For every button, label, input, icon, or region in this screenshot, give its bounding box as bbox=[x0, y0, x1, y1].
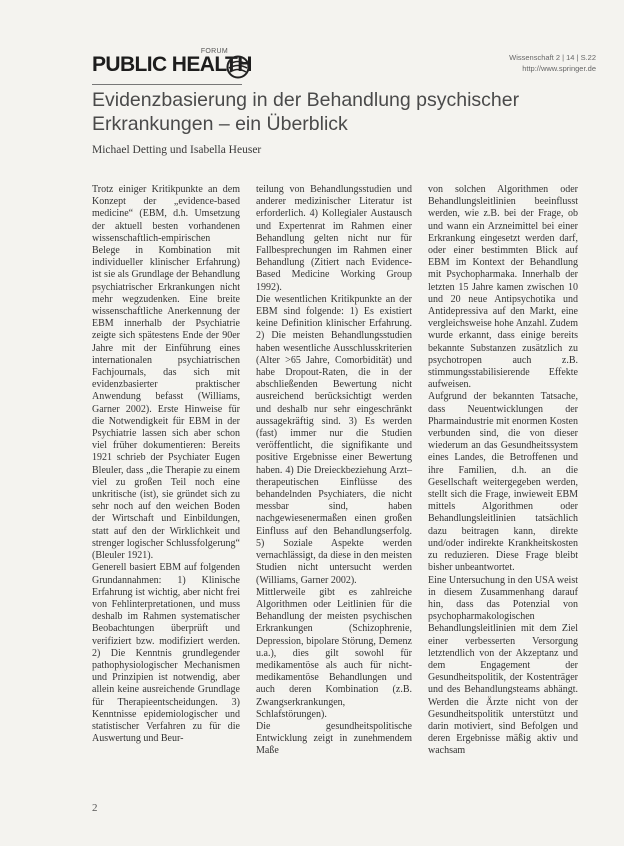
citation-reference bbox=[509, 52, 596, 74]
article-authors: Michael Detting und Isabella Heuser bbox=[92, 144, 262, 156]
text-column-3 bbox=[428, 184, 578, 758]
paragraph: Die gesundheitspolitische Entwicklung zeigt in zunehmendem Maße bbox=[256, 720, 412, 757]
paragraph: Generell basiert EBM auf folgenden Grundannahmen: 1) Klinische Erfahrung ist wichtig, aber nicht frei von Fehlinterpretationen, und muss deshalb im Rahmen systematischer Beobachtungen überprüft und verifiziert bzw. modifiziert werden. 2) Die Kenntnis grundlegender pathophysiologischer Mechanismen und Prinzipien ist notwendig, aber allein keine ausreichende Grundlage für Therapieentscheidungen. 3) Kenntnisse epidemiologischer und statistischer Verfahren zu für die Auswertung und Beur- bbox=[92, 562, 240, 745]
paragraph: teilung von Behandlungsstudien und anderer medizinischer Literatur ist erforderlich. 4) Kollegialer Austausch und Expertenrat im Rahmen einer Behandlung gelten nicht nur für Fallbesprechungen im Rahmen einer Behandlung (Zitiert nach Evidence-Based Medicine Working Group 1992). bbox=[256, 184, 412, 293]
paragraph: von solchen Algorithmen oder Behandlungsleitlinien beeinflusst werden, wie z.B. bei der Frage, ob und wann ein Arzneimittel bei einer Erkrankung eingesetzt werden darf, oder einer bestimmten Blick auf EBM im Kontext der Behandlung mit Psychopharmaka. Innerhalb der letzten 15 Jahre kamen zwischen 10 und 20 neue Antipsychotika und Antidepressiva auf den Markt, eine vergleichsweise hohe Anzahl. Zudem wurde erkannt, dass einige bereits bekannte Substanzen zusätzlich zu psychotropen auch z.B. stimmungsstabilisierende Effekte aufweisen. bbox=[428, 184, 578, 391]
text-column-1 bbox=[92, 184, 240, 745]
citation-line: Wissenschaft 2 | 14 | S.22 bbox=[509, 53, 596, 62]
masthead-rule bbox=[92, 84, 242, 85]
paragraph: Mittlerweile gibt es zahlreiche Algorithmen oder Leitlinien für die Behandlung der meisten psychischen Erkrankungen (Schizophrenie, Depression, bipolare Störung, Demenz u.a.), dies gilt sowohl für medikamentöse als auch für nicht-medikamentöse Behandlungen und auch deren Kombination (z.B. Zwangserkrankungen, Schlafstörungen). bbox=[256, 586, 412, 720]
journal-logo bbox=[92, 48, 252, 88]
doi-line: http://www.springer.de bbox=[522, 64, 596, 73]
paragraph: Trotz einiger Kritikpunkte an dem Konzept der „evidence-based medicine“ (EBM, d.h. Umsetzung der aktuell besten vorhandenen wissenschaftlich-empirischen Belege in Kombination mit individueller klinischer Erfahrung) ist sie als Grundlage der Behandlung psychiatrischer Erkrankungen nicht mehr wegzudenken. Eine breite wissenschaftliche Anerkennung der EBM innerhalb der Psychiatrie zeigte sich spätestens Ende der 90er Jahre mit der Einführung eines internationalen psychiatrischen Fachjournals, das sich mit evidenzbasierter praktischer Anwendung befasst (Williams, Garner 2002). Erste Hinweise für die Notwendigkeit für EBM in der Psychiatrie lassen sich aber schon viel früher dokumentieren: Bereits 1921 schrieb der Psychiater Eugen Bleuler, dass „die Therapie zu einem viel zu großen Teil noch eine unkritische (ist), sie gründet sich zu sehr noch auf den weichen Boden der Wirtschaft und Einbildungen, statt auf den der Wirklichkeit und strenger logischer Schlussfolgerung“ (Bleuler 1921). bbox=[92, 184, 240, 562]
page-number: 2 bbox=[92, 802, 98, 814]
text-column-2 bbox=[256, 184, 412, 758]
logo-wordmark: PUBLIC HEALTH bbox=[92, 53, 252, 76]
globe-logo-icon bbox=[226, 55, 250, 79]
article-title: Evidenzbasierung in der Behandlung psychischer Erkrankungen – ein Überblick bbox=[92, 89, 520, 135]
paragraph: Eine Untersuchung in den USA weist in diesem Zusammenhang darauf hin, dass das Potenzial von psychopharmakologischen Behandlungsleitlinien mit dem Ziel einer verbesserten Versorgung letztendlich von der Akzeptanz und dem Engagement der Gesundheitspolitik, der Kostenträger und des Behandlungsteams abhängt. Werden die Ärzte nicht von der Gesundheitspolitik unterstützt und darin motiviert, sind Befolgen und deren Ergebnisse mäßig aktiv und wachsam bbox=[428, 574, 578, 757]
logo-kicker: FORUM bbox=[200, 48, 228, 55]
paragraph: Die wesentlichen Kritikpunkte an der EBM sind folgende: 1) Es existiert keine Definition klinischer Erfahrung. 2) Die meisten Behandlungsstudien haben wesentliche Ausschlusskriterien (Alter >65 Jahre, Comorbidität) und habe Dropout-Raten, die in der abschließenden Bewertung nicht ausreichend berücksichtigt werden und deshalb nur sehr eingeschränkt aussagekräftig sind. 3) Es werden (fast) immer nur die Studien veröffentlicht, die signifikante und positive Ergebnisse einer Bewertung haben. 4) Die Dreieckbeziehung Arzt–therapeutischen Einflüsse des behandelnden Psychiaters, die nicht messbar sind, haben nachgewiesenermaßen einen großen Einfluss auf den Behandlungserfolg. 5) Soziale Aspekte werden vernachlässigt, da diese in den meisten Studien nicht untersucht werden (Williams, Garner 2002). bbox=[256, 293, 412, 586]
paragraph: Aufgrund der bekannten Tatsache, dass Neuentwicklungen der Pharmaindustrie mit enormen Kosten verbunden sind, die von dieser wiederum an das Gesundheitssystem eines Landes, die Betroffenen und ihre Familien, d.h. an die Gesellschaft weitergegeben werden, stellt sich die Frage, inwieweit EBM mittels Algorithmen oder Behandlungsleitlinien tatsächlich dazu beitragen kann, direkte und/oder indirekte Krankheitskosten zu reduzieren. Diese Frage bleibt bisher unbeantwortet. bbox=[428, 391, 578, 574]
